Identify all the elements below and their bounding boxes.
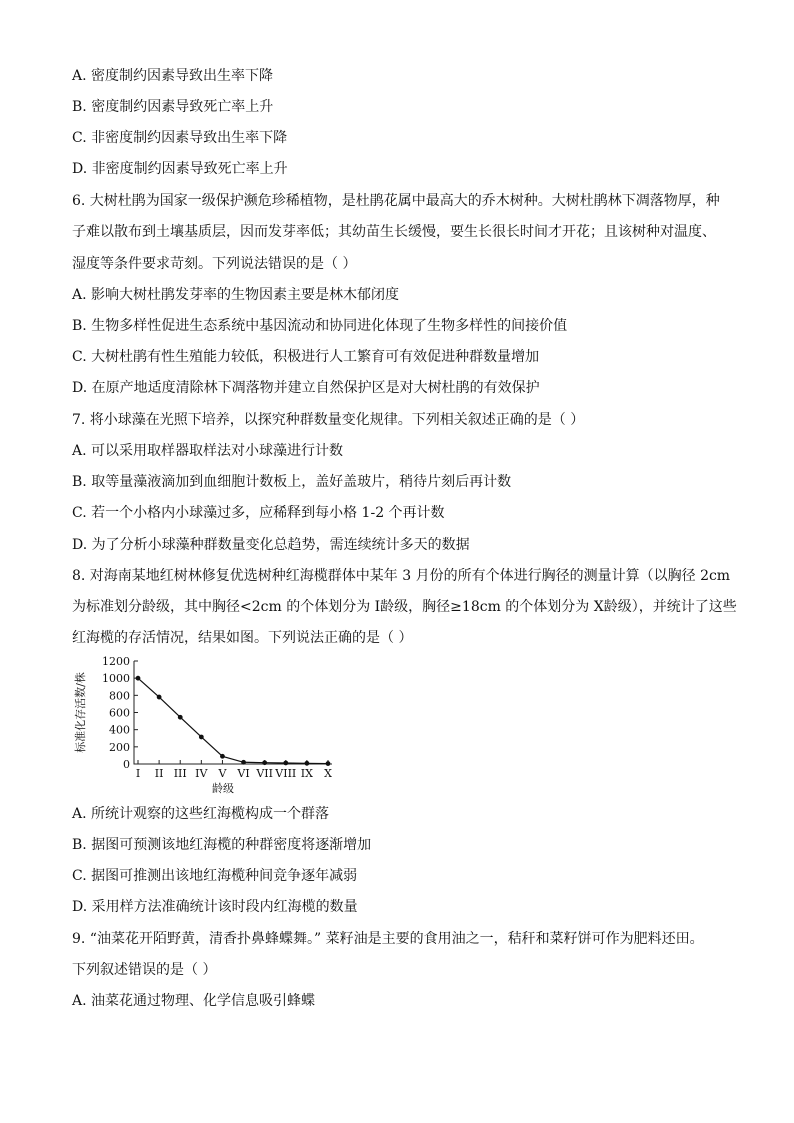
q5-option-a: A. 密度制约因素导致出生率下降 — [72, 68, 274, 84]
data-point — [326, 761, 331, 766]
y-tick-label: 1200 — [102, 655, 130, 668]
y-tick-label: 400 — [109, 723, 130, 737]
data-point — [283, 761, 288, 766]
data-point — [157, 695, 162, 700]
q6-stem-line-3: 湿度等条件要求苛刻。下列说法错误的是（ ） — [72, 256, 357, 272]
q5-option-c: C. 非密度制约因素导致出生率下降 — [72, 130, 288, 146]
data-point — [241, 760, 246, 765]
data-point — [220, 754, 225, 759]
q8-stem-line-1: 8. 对海南某地红树林修复优选树种红海榄群体中某年 3 月份的所有个体进行胸径的测量计算（以胸径 2cm — [72, 568, 731, 584]
q7-stem: 7. 将小球藻在光照下培养，以探究种群数量变化规律。下列相关叙述正确的是（ ） — [72, 412, 585, 428]
x-tick-label: IV — [195, 767, 208, 780]
x-tick-label: III — [173, 767, 187, 780]
q6-stem-line-2: 子难以散布到土壤基质层，因而发芽率低；其幼苗生长缓慢，要生长很长时间才开花；且该树种对温度、 — [72, 224, 716, 240]
data-point — [136, 676, 141, 681]
q7-option-c: C. 若一个小格内小球藻过多，应稀释到每小格 1-2 个再计数 — [72, 505, 445, 521]
y-tick-label: 1000 — [102, 672, 130, 686]
q6-option-d: D. 在原产地适度清除林下凋落物并建立自然保护区是对大树杜鹃的有效保护 — [72, 380, 540, 396]
q7-option-a: A. 可以采用取样器取样法对小球藻进行计数 — [72, 443, 344, 459]
q6-option-a: A. 影响大树杜鹃发芽率的生物因素主要是林木郁闭度 — [72, 287, 400, 303]
q9-option-a: A. 油菜花通过物理、化学信息吸引蜂蝶 — [72, 993, 316, 1009]
q7-option-d: D. 为了分析小球藻种群数量变化总趋势，需连续统计多天的数据 — [72, 537, 470, 553]
y-tick-label: 600 — [109, 706, 130, 720]
q9-stem-line-2: 下列叙述错误的是（ ） — [72, 962, 217, 978]
data-point — [199, 735, 204, 740]
x-axis-title: 龄级 — [212, 782, 234, 795]
survival-chart — [70, 652, 340, 798]
survival-chart-svg — [70, 652, 340, 798]
q8-option-a: A. 所统计观察的这些红海榄构成一个群落 — [72, 806, 330, 822]
data-point — [178, 715, 183, 720]
x-tick-label: I — [135, 767, 141, 780]
q6-stem-line-1: 6. 大树杜鹃为国家一级保护濒危珍稀植物，是杜鹃花属中最高大的乔木树种。大树杜鹃林下凋落物厚，种 — [72, 193, 720, 209]
q5-option-d: D. 非密度制约因素导致死亡率上升 — [72, 161, 288, 177]
x-tick-label: X — [324, 767, 332, 780]
x-tick-label: VI — [237, 767, 250, 780]
data-point — [304, 761, 309, 766]
q8-option-c: C. 据图可推测出该地红海榄种间竞争逐年减弱 — [72, 868, 358, 884]
q6-option-b: B. 生物多样性促进生态系统中基因流动和协同进化体现了生物多样性的间接价值 — [72, 318, 568, 334]
q5-option-b: B. 密度制约因素导致死亡率上升 — [72, 99, 274, 115]
q8-stem-line-3: 红海榄的存活情况，结果如图。下列说法正确的是（ ） — [72, 630, 413, 646]
y-tick-label: 800 — [109, 689, 130, 703]
x-tick-label: II — [154, 767, 164, 780]
q8-stem-line-2: 为标准划分龄级，其中胸径<2cm 的个体划分为 I龄级，胸径≥18cm 的个体划分为 X龄级），并统计了这些 — [72, 599, 737, 615]
y-tick-label: 0 — [123, 758, 130, 771]
x-tick-label: IX — [300, 767, 313, 780]
survival-series-line — [138, 678, 328, 763]
y-tick-label: 200 — [109, 740, 130, 754]
q6-option-c: C. 大树杜鹃有性生殖能力较低，积极进行人工繁育可有效促进种群数量增加 — [72, 349, 540, 365]
y-axis-title: 标准化存活数/株 — [74, 672, 87, 753]
q8-option-b: B. 据图可预测该地红海榄的种群密度将逐渐增加 — [72, 837, 372, 853]
data-point — [262, 760, 267, 765]
chart-axes — [134, 661, 332, 764]
x-tick-label: VII — [256, 767, 273, 780]
x-tick-label: VIII — [275, 767, 297, 780]
x-tick-label: V — [218, 767, 227, 780]
q8-option-d: D. 采用样方法准确统计该时段内红海榄的数量 — [72, 899, 358, 915]
q7-option-b: B. 取等量藻液滴加到血细胞计数板上，盖好盖玻片，稍待片刻后再计数 — [72, 474, 512, 490]
q9-stem-line-1: 9. “油菜花开陌野黄，清香扑鼻蜂蝶舞。” 菜籽油是主要的食用油之一，秸秆和菜籽饼可作为肥料还田。 — [72, 931, 704, 947]
